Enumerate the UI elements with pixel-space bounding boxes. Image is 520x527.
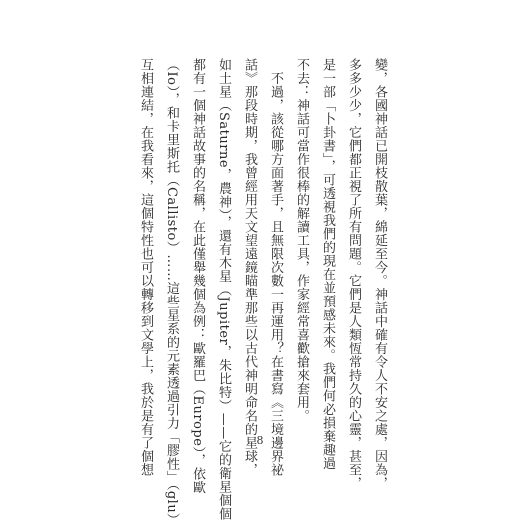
text-line: 話》那段時期，我曾經用天文望遠鏡瞄準那些以古代神明命名的星球， <box>242 58 257 477</box>
text-line: 不過，該從哪方面著手，且無限次數一再運用？在書寫《三境邊界祕 <box>268 58 283 477</box>
text-line: 多多少少，它們都正視了所有問題。它們是人類恆常持久的心靈，甚至， <box>346 58 361 490</box>
text-line: （Io），和卡里斯托（Callisto）……這些星系的元素透過引力「膠性」（glu） <box>164 58 179 527</box>
text-line: 都有一個神話故事的名稱，在此僅舉幾個為例：歐羅巴（Europe），依歐 <box>190 58 205 494</box>
body-text <box>132 58 392 527</box>
page-number: 8 <box>256 434 264 447</box>
text-line: 不去：神話可當作很棒的解讀工具，作家經常喜歡搶來套用。 <box>294 58 309 423</box>
text-line: 如土星（Saturne，農神），還有木星（Jupiter，朱比特）——它的衛星個個 <box>216 58 231 521</box>
text-line: 互相連結，在我看來，這個特性也可以轉移到文學上，我於是有了個想 <box>138 58 153 477</box>
text-line: 是一部「卜卦書」，可透視我們的現在並預感未來。我們何必損棄趣過 <box>320 58 335 470</box>
text-line: 變，各國神話已開枝散葉，綿延至今。神話中確有令人不安之處，因為， <box>372 58 387 490</box>
